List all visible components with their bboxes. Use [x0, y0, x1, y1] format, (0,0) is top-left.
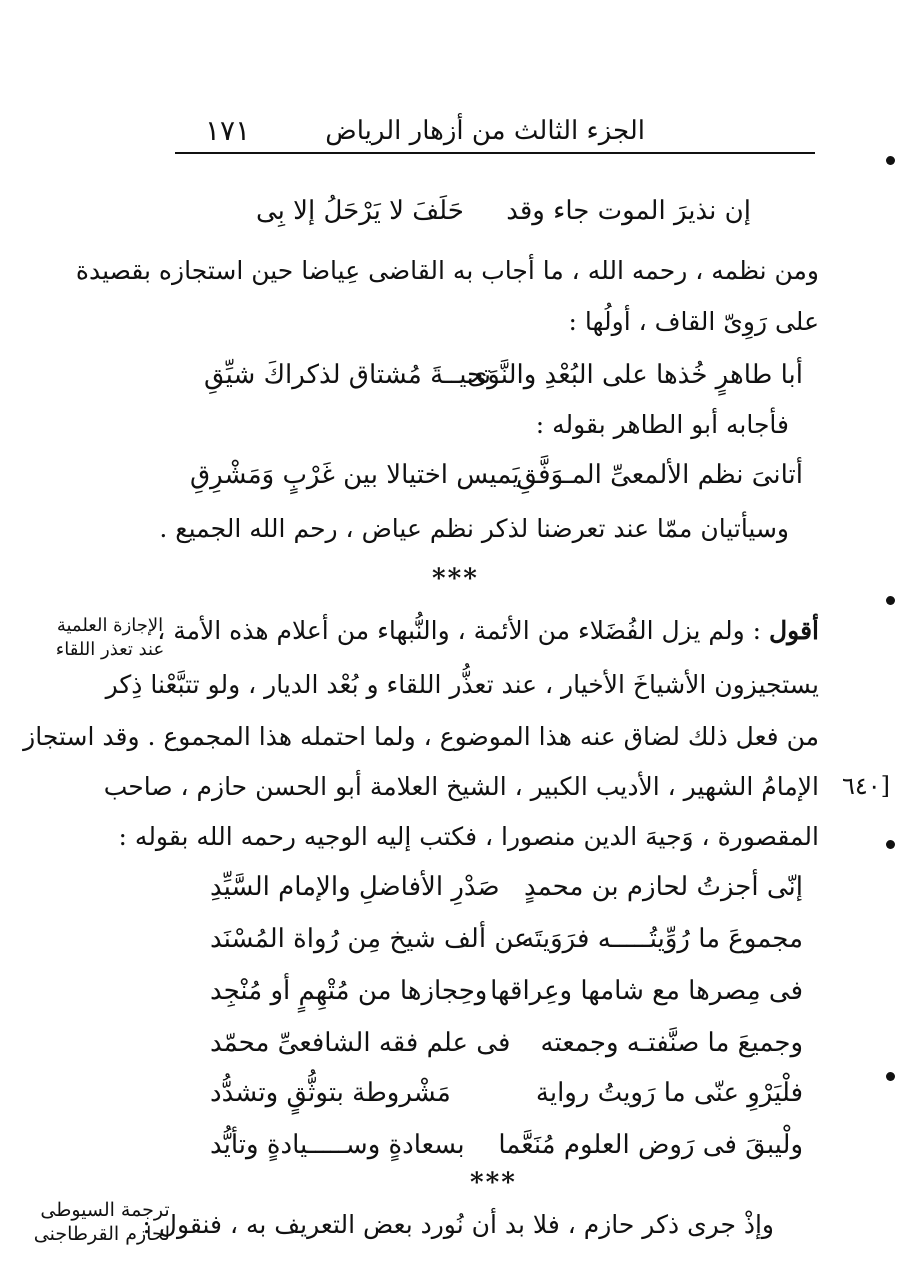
running-title: الجزء الثالث من أزهار الرياض	[325, 116, 645, 146]
paragraph-line: المقصورة ، وَجيهَ الدين منصورا ، فكتب إليه الوجيه رحمه الله بقوله :	[118, 822, 819, 851]
poem-verse-left: وحِجازها من مُتْهِمٍ أو مُنْجِد	[210, 976, 488, 1006]
poem-verse-right: مجموعَ ما رُوِّيتُـــــه فرَوَيتَه	[521, 924, 803, 954]
section-separator: ***	[470, 1168, 517, 1198]
paragraph-line: يستجيزون الأشياخَ الأخيار ، عند تعذُّر اللقاء و بُعْد الديار ، ولو تتبَّعْنا ذِكر	[105, 670, 819, 699]
paragraph-line: من فعل ذلك لضاق عنه هذا الموضوع ، ولما احتمله هذا المجموع . وقد استجاز	[23, 722, 819, 751]
poem-verse-right: فلْيَرْوِ عنّى ما رَويتُ رواية	[535, 1078, 803, 1108]
margin-dot	[886, 596, 895, 605]
poem-verse-left: صَدْرِ الأفاضلِ والإمام السَّيِّدِ	[210, 872, 500, 902]
paragraph-line	[157, 616, 819, 645]
margin-note-line: ترجمة السيوطى	[40, 1199, 170, 1221]
poem-verse-right: إنّى أجزتُ لحازم بن محمدٍ	[523, 872, 803, 902]
paragraph-lead: أقول	[769, 616, 819, 645]
margin-note-line: عند تعذر اللقاء	[55, 639, 165, 660]
poem-verse-right: فى مِصرها مع شامها وعِراقها	[490, 976, 803, 1006]
margin-dot	[886, 156, 895, 165]
paragraph-line: على رَوِىّ القاف ، أولُها :	[568, 307, 819, 336]
verse-left: يَميس اختيالا بين غَرْبٍ وَمَشْرِقِ	[190, 460, 520, 490]
margin-note	[45, 614, 175, 662]
poem-verse-right: ولْيبقَ فى رَوض العلوم مُنَعَّما	[498, 1130, 803, 1160]
margin-note-line: الإجازة العلمية	[56, 615, 164, 636]
paragraph-line: فأجابه أبو الطاهر بقوله :	[535, 410, 789, 439]
verse-right: أتانىَ نظم الألمعىِّ المـوَفَّقِ	[516, 460, 803, 490]
section-separator: ***	[432, 564, 479, 594]
paragraph-line: الإمامُ الشهير ، الأديب الكبير ، الشيخ العلامة أبو الحسن حازم ، صاحب	[103, 772, 819, 801]
paragraph-line: وسيأتيان ممّا عند تعرضنا لذكر نظم عياض ، رحم الله الجميع .	[159, 514, 789, 543]
paragraph-text: : ولم يزل الفُضَلاء من الأئمة ، والنُّبهاء من أعلام هذه الأمة ،	[157, 616, 762, 645]
verse-right: إن نذيرَ الموت جاء وقد	[506, 196, 751, 226]
page-number: ١٧١	[205, 114, 251, 147]
verse-left: تحيــةَ مُشتاق لذكراكَ شيِّقِ	[204, 360, 492, 390]
verse-left: حَلَفَ لا يَرْحَلُ إلا بِى	[256, 196, 464, 226]
margin-note-line: لحازم القرطاجنى	[33, 1223, 170, 1245]
poem-verse-left: فى علم فقه الشافعىِّ محمّد	[210, 1028, 511, 1058]
poem-verse-left: عن ألف شيخ مِن رُواة المُسْنَد	[210, 924, 530, 954]
margin-dot	[886, 1072, 895, 1081]
page-marker: [٦٤٠	[842, 772, 891, 800]
poem-verse-left: مَشْروطة بتوثُّقٍ وتشدُّد	[210, 1078, 451, 1108]
margin-dot	[886, 840, 895, 849]
paragraph-line: ومن نظمه ، رحمه الله ، ما أجاب به القاضى عِياضا حين استجازه بقصيدة	[75, 256, 819, 285]
poem-verse-left: بسعادةٍ وســـــيادةٍ وتأيُّد	[210, 1130, 465, 1160]
verse-right: أبا طاهرٍ خُذها على البُعْدِ والنَّوَى	[466, 360, 803, 390]
paragraph-line: وإذْ جرى ذكر حازم ، فلا بد أن نُورد بعض التعريف به ، فنقول :	[142, 1210, 774, 1239]
poem-verse-right: وجميعَ ما صنَّفتـه وجمعته	[540, 1028, 803, 1058]
page-header	[175, 110, 815, 154]
